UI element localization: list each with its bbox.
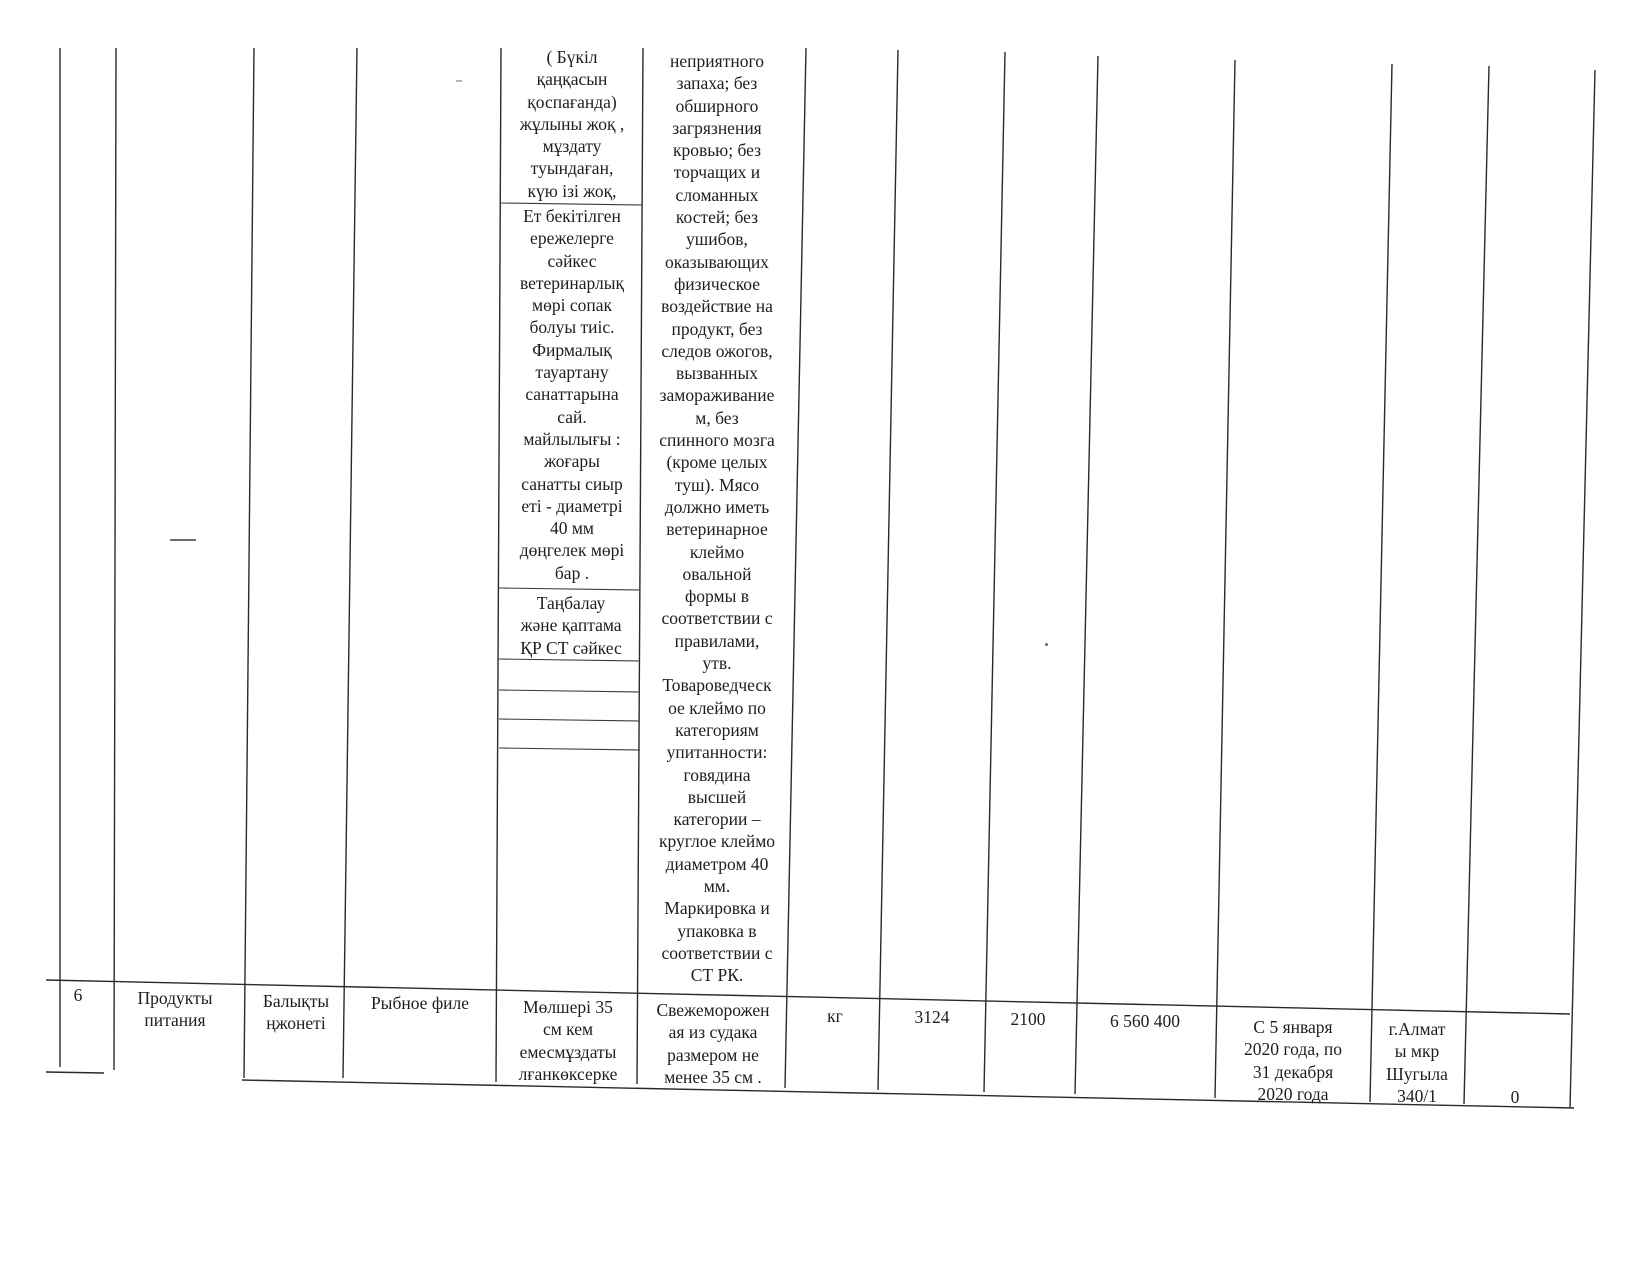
row6-price: 2100 bbox=[1010, 1009, 1046, 1029]
cell-rule bbox=[499, 659, 640, 661]
kz-spec-block-2: Ет бекітілген ережелерге сәйкес ветеринарлық мөрі сопак болуы тиіс. Фирмалық тауартану санаттарына сай. майлылығы : жоғары санатты сиыр еті - диаметрі 40 мм дөңгелек мөрі бар . bbox=[519, 206, 625, 583]
row6-delivery-period: С 5 января 2020 года, по 31 декабря 2020 года bbox=[1244, 1017, 1342, 1104]
row6-delivery-place: г.Алмат ы мкр Шугыла 340/1 bbox=[1386, 1019, 1448, 1106]
kz-spec-block-1: ( Бүкіл қаңқасын қоспағанда) жұлыны жоқ , мұздату туындаған, күю ізі жоқ, bbox=[519, 47, 625, 201]
row6-category: Продукты питания bbox=[137, 988, 213, 1031]
column-rule bbox=[878, 50, 898, 1090]
row6-name-ru: Рыбное филе bbox=[370, 993, 470, 1013]
column-rule bbox=[1215, 60, 1235, 1098]
column-rule bbox=[1075, 56, 1098, 1094]
row6-unit: кг bbox=[827, 1006, 843, 1026]
cell-rule bbox=[499, 690, 640, 692]
column-rule bbox=[114, 48, 116, 1070]
cell-rule bbox=[499, 588, 640, 590]
column-rule bbox=[343, 48, 357, 1078]
row6-name-kz: Балықты ңжонеті bbox=[262, 991, 330, 1034]
row6-spec-kz: Мөлшері 35 см кем емесмұздаты лғанкөксерке bbox=[518, 997, 618, 1084]
ru-spec-continuation: неприятного запаха; без обширного загрязнения кровью; без торчащих и сломанных костей; без ушибов, оказывающих физическое воздействие на продукт, без следов ожогов, вызванных замораживание м, без спинного мозга (кроме целых туш). Мясо должно иметь ветеринарное клеймо овальной формы в соответствии с правилами, утв. Товароведческ ое клеймо по категориям упитанности: говядина высшей категории – круглое клеймо диаметром 40 мм. Маркировка и упаковка в соответствии с СТ РК. bbox=[658, 51, 776, 986]
row6-number: 6 bbox=[73, 985, 83, 1005]
scan-speck bbox=[1045, 643, 1048, 646]
column-rule bbox=[984, 52, 1005, 1092]
column-rule bbox=[244, 48, 254, 1078]
column-rule bbox=[1570, 70, 1595, 1108]
cell-rule bbox=[499, 748, 640, 750]
row-rule bbox=[46, 1072, 104, 1073]
column-rule bbox=[1464, 66, 1489, 1104]
scan-speck bbox=[456, 80, 462, 82]
row6-quantity: 3124 bbox=[914, 1007, 950, 1027]
row6-advance: 0 bbox=[1510, 1087, 1520, 1107]
kz-spec-block-3: Таңбалау және қаптама ҚР СТ сәйкес bbox=[520, 593, 622, 658]
column-rule bbox=[1370, 64, 1392, 1102]
row6-amount: 6 560 400 bbox=[1110, 1011, 1180, 1031]
cell-rule bbox=[499, 719, 640, 721]
row6-spec-ru: Свежеморожен ая из судака размером не менее 35 см . bbox=[656, 1000, 770, 1087]
scan-speck bbox=[170, 539, 196, 541]
